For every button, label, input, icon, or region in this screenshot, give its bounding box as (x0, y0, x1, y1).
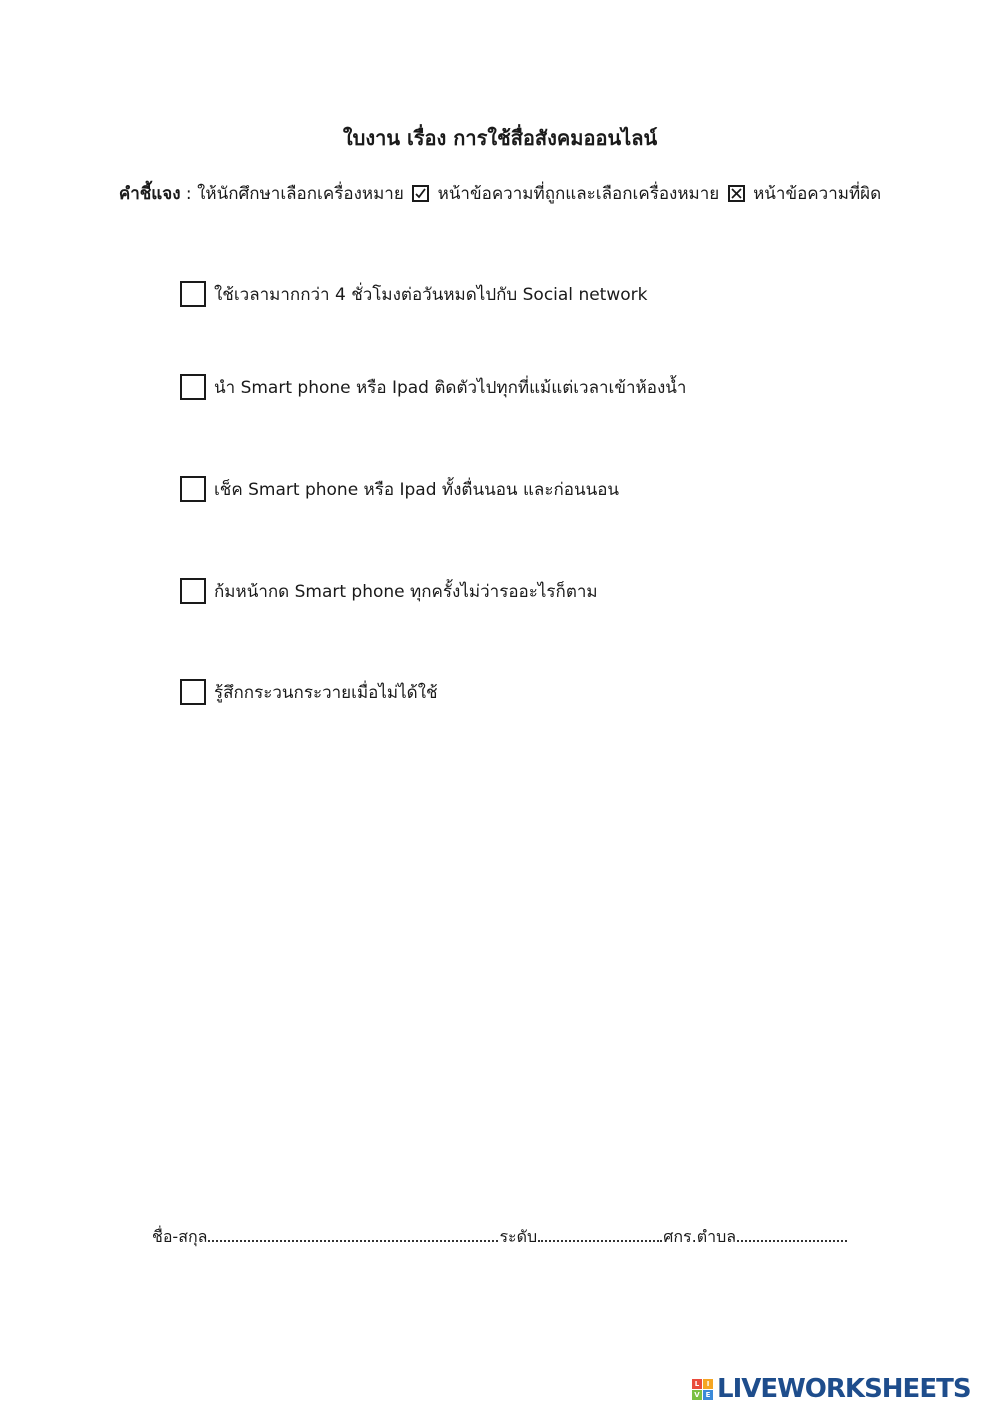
crossed-box-icon (728, 185, 745, 202)
statement-text-1: ใช้เวลามากกว่า 4 ชั่วโมงต่อวันหมดไปกับ Social network (214, 284, 648, 305)
statement-text-5: รู้สึกกระวนกระวายเมื่อไม่ได้ใช้ (214, 682, 438, 703)
answer-checkbox-5[interactable] (180, 679, 206, 705)
center-field[interactable] (737, 1226, 847, 1242)
liveworksheets-logo-mark (692, 1379, 713, 1400)
statement-item-3 (180, 475, 619, 503)
statement-item-4 (180, 577, 598, 605)
instructions-label: คำชี้แจง (118, 184, 181, 204)
instructions-part1: ให้นักศึกษาเลือกเครื่องหมาย (197, 184, 404, 204)
logo-text: LIVEWORKSHEETS (717, 1374, 971, 1404)
student-info-line (0, 1225, 1000, 1250)
answer-checkbox-4[interactable] (180, 578, 206, 604)
center-label: ศกร.ตำบล (663, 1227, 737, 1246)
level-label: ระดับ (499, 1227, 538, 1246)
answer-checkbox-2[interactable] (180, 374, 206, 400)
answer-checkbox-3[interactable] (180, 476, 206, 502)
statement-text-4: ก้มหน้ากด Smart phone ทุกครั้งไม่ว่ารออะไรก็ตาม (214, 581, 598, 602)
statement-item-2 (180, 373, 686, 401)
statement-item-5 (180, 678, 438, 706)
name-label: ชื่อ-สกุล (151, 1227, 208, 1246)
instructions-part3: หน้าข้อความที่ผิด (753, 184, 882, 204)
instructions (0, 180, 1000, 207)
checked-box-icon (412, 185, 429, 202)
statement-item-1 (180, 280, 647, 308)
level-field[interactable] (538, 1226, 662, 1242)
liveworksheets-logo (692, 1375, 971, 1403)
logo-mark-v: V (692, 1390, 702, 1400)
logo-mark-l: L (692, 1379, 702, 1389)
instructions-part2: หน้าข้อความที่ถูกและเลือกเครื่องหมาย (437, 184, 720, 204)
logo-mark-i: I (703, 1379, 713, 1389)
logo-mark-e: E (703, 1390, 713, 1400)
statement-text-2: นำ Smart phone หรือ Ipad ติดตัวไปทุกที่แม้แต่เวลาเข้าห้องน้ำ (214, 377, 687, 398)
name-field[interactable] (208, 1226, 498, 1242)
instructions-separator: : (180, 184, 198, 204)
worksheet-title: ใบงาน เรื่อง การใช้สื่อสังคมออนไลน์ (342, 126, 658, 150)
statement-text-3: เช็ค Smart phone หรือ Ipad ทั้งตื่นนอน และก่อนนอน (214, 479, 620, 500)
answer-checkbox-1[interactable] (180, 281, 206, 307)
